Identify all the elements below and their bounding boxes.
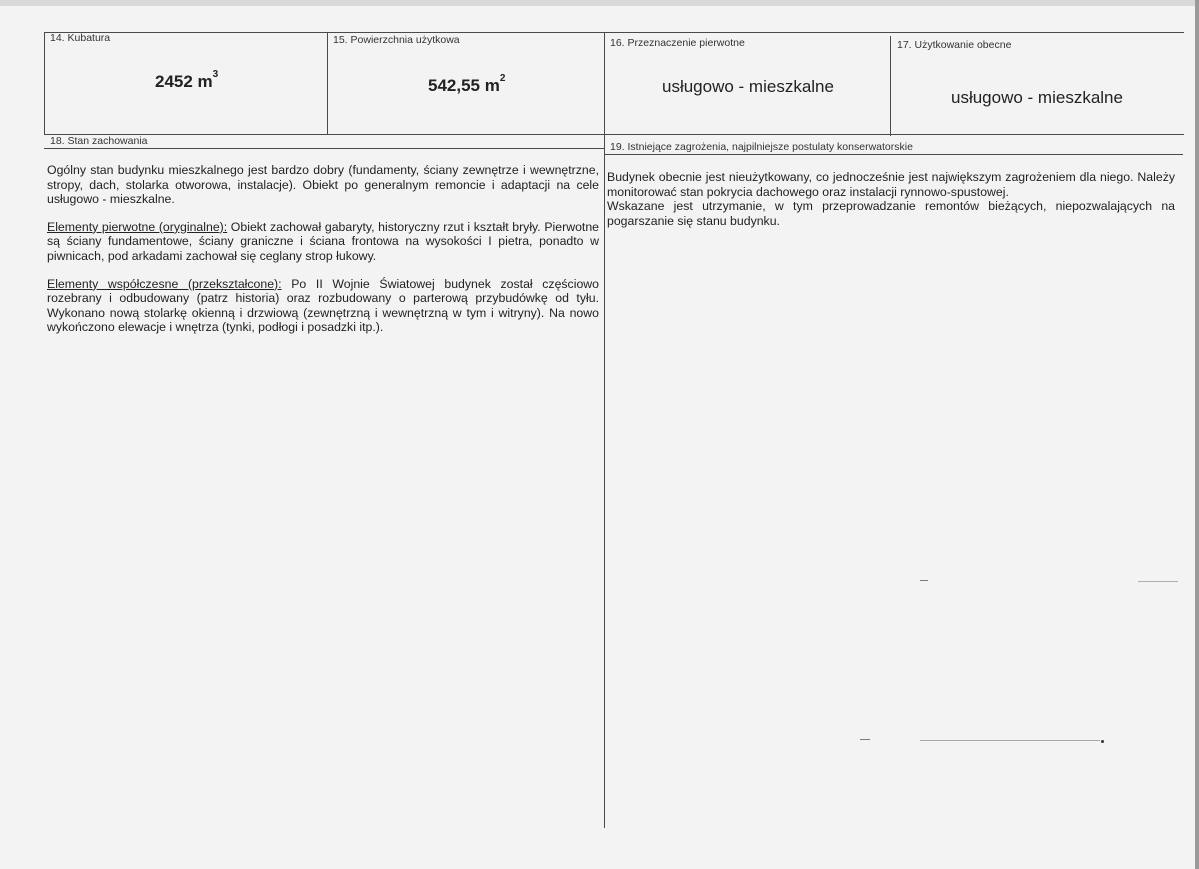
kubatura-value: 2452 m: [155, 72, 213, 91]
field-18-text: [47, 163, 599, 348]
divider-15-16: [604, 32, 605, 828]
left-rule: [44, 32, 45, 134]
kubatura-unit-exponent: 3: [212, 69, 219, 80]
field-19-text: [607, 170, 1175, 228]
field-14-label: 14. Kubatura: [50, 32, 111, 44]
rule-under-18-label: [44, 148, 605, 149]
divider-16-17: [890, 36, 891, 136]
zagrozenia-paragraph: Budynek obecnie jest nieużytkowany, co jednocześnie jest największym zagrożeniem dla niego. Należy monitorować stan pokrycia dachowego oraz instalacji rynnowo-spustowej.: [607, 170, 1175, 199]
field-16-value: usługowo - mieszkalne: [662, 77, 834, 96]
scan-speck: [860, 739, 870, 740]
scan-speck: [1138, 581, 1178, 582]
rule-under-19-label: [605, 154, 1183, 155]
scan-speck: [920, 580, 928, 581]
stan-ogolny-paragraph: Ogólny stan budynku mieszkalnego jest bardzo dobry (fundamenty, ściany zewnętrze i wewnętrzne, stropy, dach, stolarka otworowa, instalacje). Obiekt po generalnym remoncie i adaptacji na cele usługowo - mieszkalne.: [47, 163, 599, 207]
field-17-value: usługowo - mieszkalne: [951, 88, 1123, 107]
elementy-pierwotne-heading: Elementy pierwotne (oryginalne):: [47, 219, 228, 234]
field-14-value: [155, 69, 219, 92]
postulaty-paragraph: Wskazane jest utrzymanie, w tym przeprowadzanie remontów bieżących, niepozwalających na pogarszanie się stanu budynku.: [607, 199, 1175, 228]
powierzchnia-value: 542,55 m: [428, 76, 500, 95]
field-19-label: 19. Istniejące zagrożenia, najpilniejsze postulaty konserwatorskie: [610, 141, 913, 153]
top-rule: [44, 32, 1184, 33]
divider-14-15: [327, 32, 328, 134]
elementy-pierwotne-paragraph: [47, 220, 599, 264]
scan-right-edge: [1195, 0, 1199, 869]
elementy-pierwotne-text: Obiekt zachował gabaryty, historyczny rzut i kształt bryły. Pierwotne są ściany fundamentowe, ściany graniczne i ściana frontowa na wysokości I pietra, ponadto w piwnicach, pod arkadami zachował się ceglany strop łukowy.: [47, 219, 600, 263]
field-17-label: 17. Użytkowanie obecne: [897, 39, 1012, 51]
elementy-wspolczesne-heading: Elementy współczesne (przekształcone):: [47, 276, 282, 291]
elementy-wspolczesne-text: Po II Wojnie Światowej budynek został częściowo rozebrany i odbudowany (patrz historia) oraz rozbudowany o parterową przybudówkę od tyłu. Wykonano nową stolarkę okienną i drzwiową (zewnętrzną i wewnętrzną w tym i witryny). Na nowo wykończono elewacje i wnętrza (tynki, podłogi i posadzki itp.).: [47, 276, 599, 335]
mid-rule: [44, 134, 1184, 135]
field-15-value: [428, 73, 506, 96]
scan-speck: [920, 740, 1100, 741]
powierzchnia-unit-exponent: 2: [499, 73, 506, 84]
scan-dot: [1101, 740, 1104, 743]
elementy-wspolczesne-paragraph: [47, 277, 599, 335]
scan-top-edge: [0, 0, 1199, 6]
field-15-label: 15. Powierzchnia użytkowa: [333, 34, 460, 46]
field-18-label: 18. Stan zachowania: [50, 135, 148, 147]
field-16-label: 16. Przeznaczenie pierwotne: [610, 37, 745, 49]
